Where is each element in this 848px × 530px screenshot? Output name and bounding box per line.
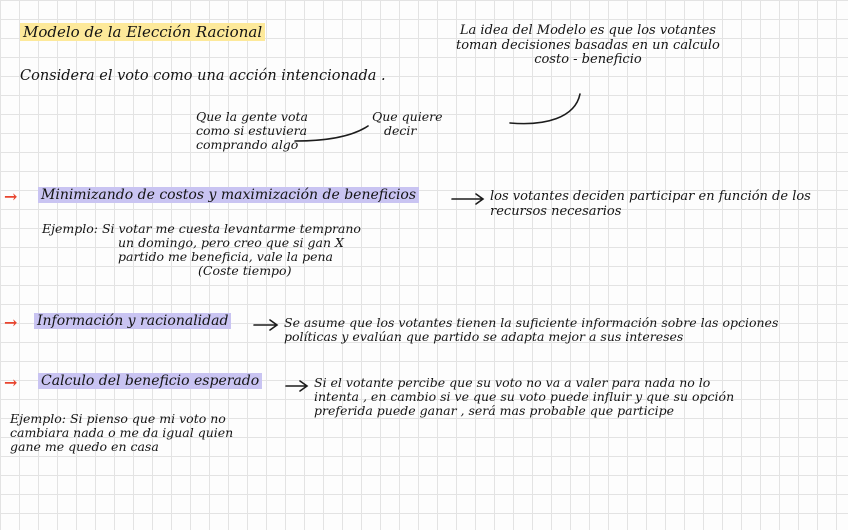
section3-arrow bbox=[286, 381, 307, 391]
section1-example: Ejemplo: Si votar me cuesta levantarme temprano un domingo, pero creo que si gan X partido me beneficia, vale la pena (Coste tiempo) bbox=[42, 221, 361, 278]
section1-arrow bbox=[452, 194, 483, 204]
section2-result: Se asume que los votantes tienen la suficiente información sobre las opciones políticas y evalúan que partido se adapta mejor a sus intereses bbox=[284, 315, 779, 344]
note-left: Que la gente vota como si estuviera comprando algo bbox=[196, 109, 308, 152]
note-right: Que quiere decir bbox=[372, 109, 443, 138]
hook-arrow bbox=[510, 94, 580, 124]
idea-block: La idea del Modelo es que los votantes toman decisiones basadas en un calculo costo - beneficio bbox=[456, 23, 720, 68]
section3-result: Si el votante percibe que su voto no va a valer para nada no lo intenta , en cambio si ve que su voto puede influir y que su opción preferida puede ganar , será mas probable que participe bbox=[314, 375, 735, 418]
section2-heading: Información y racionalidad bbox=[34, 314, 231, 330]
section1-heading: Minimizando de costos y maximización de beneficios bbox=[38, 188, 419, 204]
section3-marker: → bbox=[4, 373, 18, 392]
section1-result: los votantes deciden participar en función de los recursos necesarios bbox=[490, 189, 811, 219]
section3-heading: Calculo del beneficio esperado bbox=[38, 374, 262, 390]
page-title: Modelo de la Elección Racional bbox=[20, 24, 265, 41]
section1-marker: → bbox=[4, 187, 18, 206]
section2-arrow bbox=[254, 320, 277, 330]
section2-marker: → bbox=[4, 313, 18, 332]
intro-text: Considera el voto como una acción intencionada . bbox=[20, 68, 386, 84]
section3-example: Ejemplo: Si pienso que mi voto no cambiara nada o me da igual quien gane me quedo en casa bbox=[10, 411, 234, 454]
